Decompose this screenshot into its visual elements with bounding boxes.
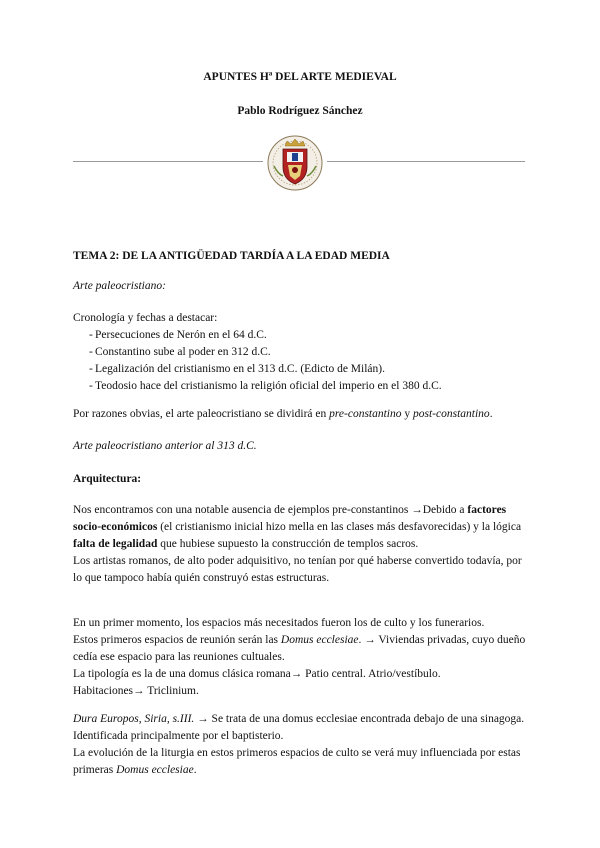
document-author: Pablo Rodríguez Sánchez [237,105,363,117]
division-text: . [489,408,493,420]
text-run: → Se trata de una domus ecclesiae encontrada debajo de una sinagoga. Identificada principalmente por el baptisterio. [73,713,525,742]
list-item: - Legalización del cristianismo en el 313 d.C. (Edicto de Milán). [73,361,528,378]
divider-left [73,161,263,162]
paragraph-line [73,745,528,779]
division-paragraph [73,406,528,423]
architecture-heading: Arquitectura: [73,473,142,485]
paragraph-line [73,632,528,666]
italic-term: Domus ecclesiae [116,764,194,776]
divider-right [327,161,525,162]
paragraph-domus [73,615,528,700]
text-run: que hubiese supuesto la construcción de templos sacros. [157,538,419,550]
italic-term: Domus ecclesiae [280,634,359,646]
list-item: - Constantino sube al poder en 312 d.C. [73,344,528,361]
section-subheading: Arte paleocristiano: [73,280,166,292]
division-post-term: post-constantino [413,408,490,420]
division-text: Por razones obvias, el arte paleocristiano se dividirá en [73,408,330,420]
paragraph-line: La tipología es la de una domus clásica romana→ Patio central. Atrio/vestíbulo. [73,668,441,680]
text-run: Estos primeros espacios de reunión serán las [73,634,281,646]
text-run: (el cristianismo inicial hizo mella en las clases más desfavorecidas) y la lógica [157,521,522,533]
chronology-list [73,327,528,395]
list-item: - Persecuciones de Nerón en el 64 d.C. [73,327,528,344]
paragraph-line: Los artistas romanos, de alto poder adquisitivo, no tenían por qué haberse convertido todavía, por lo que tampoco había quién construyó estas estructuras. [73,555,522,584]
chronology-block [73,310,528,395]
division-text: y [401,408,414,420]
text-run: La evolución de la liturgia en estos primeros espacios de culto se verá muy influenciada por estas primeras [73,747,521,776]
paragraph-line [73,711,528,745]
division-pre-term: pre-constantino [329,408,402,420]
list-item: - Teodosio hace del cristianismo la religión oficial del imperio en el 380 d.C. [73,378,528,395]
university-seal-icon [266,134,324,192]
paragraph-line [73,502,528,553]
paragraph-dura-europos [73,711,528,779]
text-run: . → Viviendas privadas, cuyo dueño cedía ese espacio para las reuniones cultuales. [73,634,526,663]
chronology-intro: Cronología y fechas a destacar: [73,312,218,324]
section-heading: TEMA 2: DE LA ANTIGÜEDAD TARDÍA A LA EDAD MEDIA [73,250,390,262]
paragraph-absence [73,502,528,587]
paragraph-line: Habitaciones→ Triclinium. [73,685,199,697]
bold-term: falta de legalidad [73,538,158,550]
paragraph-line: En un primer momento, los espacios más necesitados fueron los de culto y los funerarios. [73,617,485,629]
subsection-heading: Arte paleocristiano anterior al 313 d.C. [73,440,257,452]
text-run: . [193,764,197,776]
document-title: APUNTES Hª DEL ARTE MEDIEVAL [203,71,397,83]
italic-term: Dura Europos, Siria, s.III. [73,713,195,725]
bold-term: factores socio-económicos [73,504,507,533]
text-run: Nos encontramos con una notable ausencia de ejemplos pre-constantinos →Debido a [73,504,468,516]
